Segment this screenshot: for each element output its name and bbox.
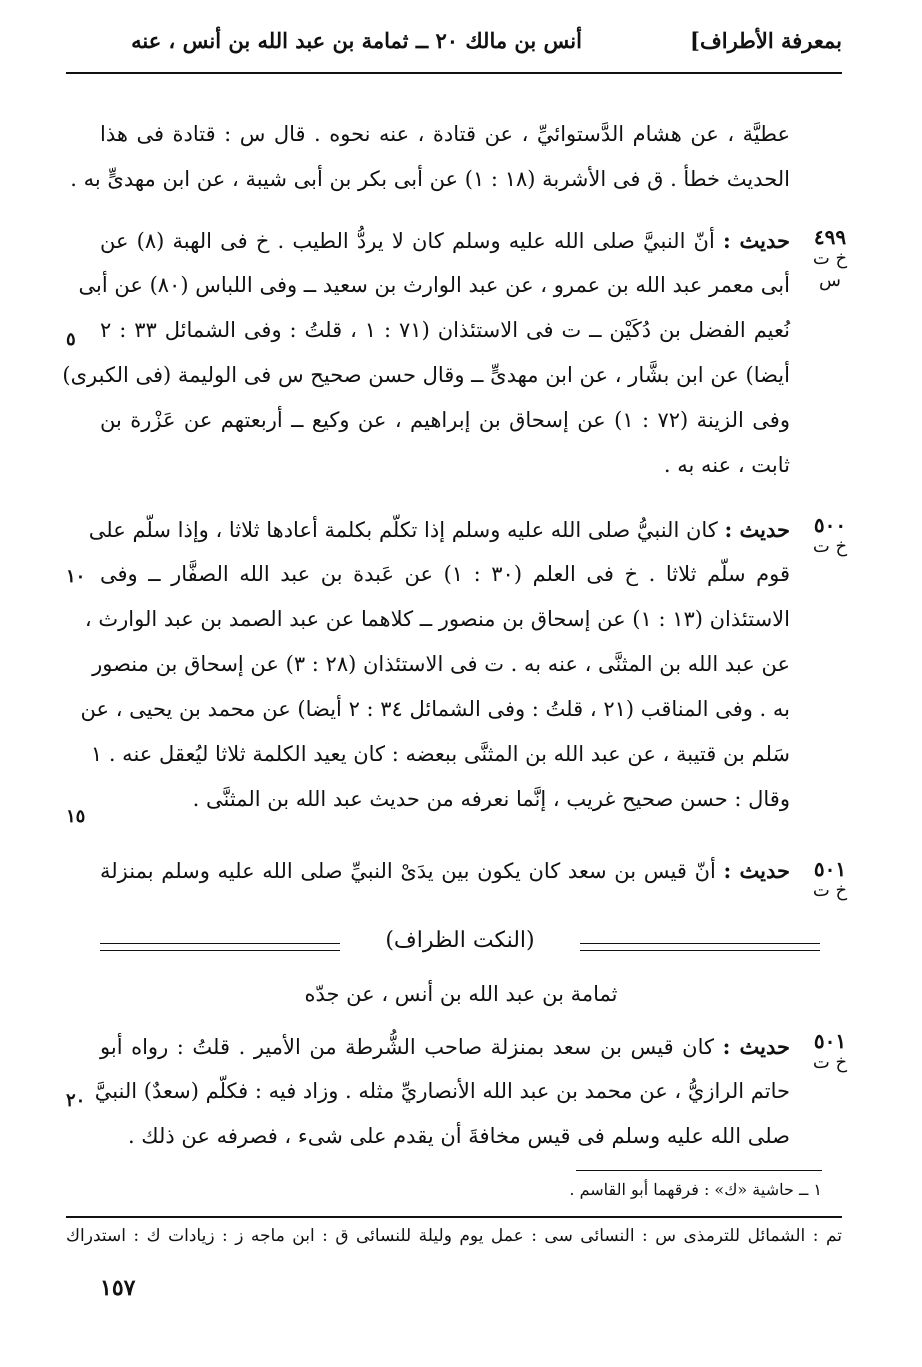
margin-line-number: ٥	[66, 329, 76, 350]
text-line: سَلم بن قتيبة ، عن عبد الله بن المثنَّى ببعضه : كان يعيد الكلمة ثلاثا ليُعقل عنه . ١	[90, 742, 790, 766]
section-ornament	[100, 928, 820, 958]
running-head-chapter: أنس بن مالك ٢٠ ــ ثمامة بن عبد الله بن أنس ، عنه	[131, 28, 582, 53]
hadith-sigla: خ ت	[812, 1052, 848, 1073]
nukat-number-501: ٥٠١ خ ت	[800, 1030, 860, 1074]
header-rule	[66, 72, 842, 74]
hadith-number-501: ٥٠١ خ ت	[800, 858, 860, 902]
footer-rule	[66, 1216, 842, 1218]
hadith-number-500: ٥٠٠ خ ت	[800, 514, 860, 558]
nukat-501	[94, 1024, 790, 1159]
hadith-lead: حديث :	[722, 1034, 790, 1059]
hadith-499	[62, 218, 790, 488]
text-line: حاتم الرازيُّ ، عن محمد بن عبد الله الأنصاريِّ مثله . وزاد فيه : فكلّم (سعدٌ) النبيَّ	[94, 1079, 790, 1103]
hadith-sigla: خ ت	[812, 536, 848, 557]
text-line: ثابت ، عنه به .	[663, 453, 790, 477]
hadith-number-499: ٤٩٩ خ ت س	[800, 226, 860, 292]
hadith-sigla: خ ت س	[812, 248, 848, 291]
hadith-sigla: خ ت	[812, 880, 848, 901]
hadith-lead: حديث :	[724, 517, 790, 542]
text-line: الاستئذان (١٣ : ١) عن إسحاق بن منصور ــ كلاهما عن عبد الصمد بن عبد الوارث ،	[84, 607, 790, 631]
hadith-501	[100, 848, 790, 893]
abbreviation-key: تم : الشمائل للترمذى س : النسائى سى : عمل يوم وليلة للنسائى ق : ابن ماجه ز : زيادات ك : استدراك	[66, 1226, 842, 1246]
text-line: به . وفى المناقب (٢١ ، قلتُ : وفى الشمائل ٣٤ : ٢ أيضا) عن محمد بن يحيى ، عن	[80, 697, 790, 721]
running-head-book-title: بمعرفة الأطراف]	[690, 28, 842, 53]
margin-line-number: ٢٠	[66, 1090, 86, 1111]
footnote-rule	[576, 1170, 822, 1171]
ornament-title: (النكت الظراف)	[385, 928, 535, 953]
text-line: صلى الله عليه وسلم فى قيس مخافةَ أن يقدم على شىء ، فصرفه عن ذلك .	[127, 1124, 790, 1148]
margin-line-number: ١٥	[66, 806, 86, 827]
hadith-lead: حديث :	[723, 858, 790, 883]
text-line: نُعيم الفضل بن دُكَيْن ــ ت فى الاستئذان (٧١ : ١ ، قلتُ : وفى الشمائل ٣٣ : ٢	[100, 318, 790, 342]
text-line: قوم سلّم ثلاثا . خ فى العلم (٣٠ : ١) عن عَبدة بن عبد الله الصفَّار ــ وفى	[100, 562, 790, 586]
text-line: عن عبد الله بن المثنَّى ، عنه به . ت فى الاستئذان (٢٨ : ٣) عن إسحاق بن منصور	[92, 652, 790, 676]
text-line: عطيَّة ، عن هشام الدَّستوائيِّ ، عن قتادة ، عنه نحوه . قال س : قتادة فى هذا	[100, 122, 790, 146]
running-head	[66, 28, 842, 68]
text-line: حديث : أنّ النبيَّ صلى الله عليه وسلم كان لا يردُّ الطيب . خ فى الهبة (٨) عن	[100, 228, 790, 253]
text-line: حديث : أنّ قيس بن سعد كان يكون بين يدَىْ النبيِّ صلى الله عليه وسلم بمنزلة	[100, 858, 790, 883]
text-line: حديث : كان قيس بن سعد بمنزلة صاحب الشُّرطة من الأمير . قلتُ : رواه أبو	[100, 1034, 790, 1059]
text-line: الحديث خطأ . ق فى الأشربة (١٨ : ١) عن أبى بكر بن أبى شيبة ، عن ابن مهدىٍّ به .	[70, 167, 790, 191]
page-number: ١٥٧	[100, 1275, 136, 1301]
hadith-500	[80, 507, 790, 822]
text-line: أبى معمر عبد الله بن عمرو ، عن عبد الوارث بن سعيد ــ وفى اللباس (٨٠) عن أبى	[78, 273, 790, 297]
text-line: وفى الزينة (٧٢ : ١) عن إسحاق بن إبراهيم ، عن وكيع ــ أربعتهم عن عَزْرة بن	[100, 408, 790, 432]
text-line: أيضا) عن ابن بشَّار ، عن ابن مهدىٍّ ــ وقال حسن صحيح س فى الوليمة (فى الكبرى)	[62, 363, 790, 387]
ornament-double-rule	[100, 943, 340, 951]
ornament-double-rule	[580, 943, 820, 951]
section-subheading: ثمامة بن عبد الله بن أنس ، عن جدّه	[304, 982, 618, 1006]
footnote: ١ ــ حاشية «ك» : فرقهما أبو القاسم .	[569, 1180, 822, 1199]
margin-line-number: ١٠	[66, 566, 86, 587]
text-line: حديث : كان النبيُّ صلى الله عليه وسلم إذا تكلّم بكلمة أعادها ثلاثا ، وإذا سلّم على	[88, 517, 790, 542]
text-line: وقال : حسن صحيح غريب ، إنَّما نعرفه من حديث عبد الله بن المثنَّى .	[192, 787, 790, 811]
hadith-lead: حديث :	[722, 228, 790, 253]
intro-paragraph	[70, 112, 790, 202]
